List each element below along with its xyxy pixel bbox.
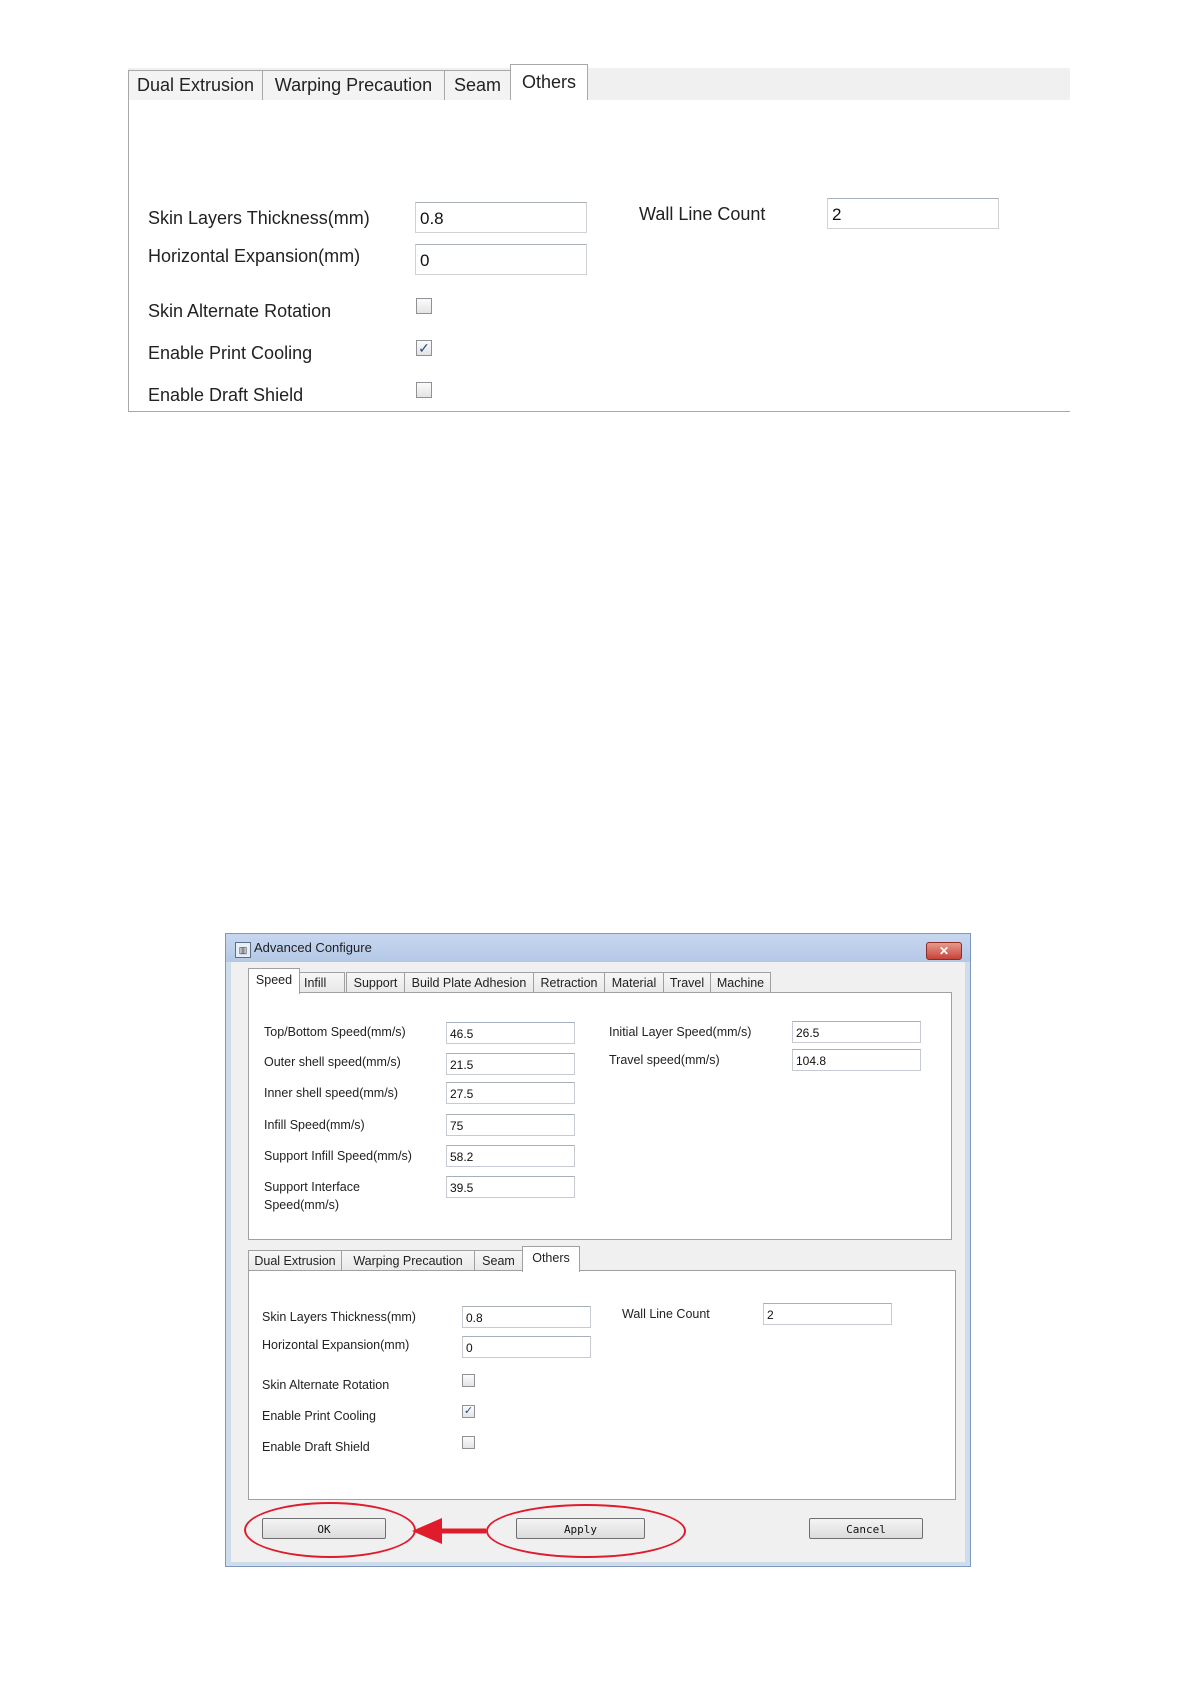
- apply-button[interactable]: Apply: [516, 1518, 645, 1539]
- dialog-content: [231, 962, 965, 1562]
- skin-layers-thickness-label: Skin Layers Thickness(mm): [148, 208, 370, 228]
- tab-machine[interactable]: Machine: [710, 972, 771, 993]
- tab-retraction[interactable]: Retraction: [533, 972, 605, 993]
- cancel-button[interactable]: Cancel: [809, 1518, 923, 1539]
- enable-print-cooling-checkbox[interactable]: [416, 340, 432, 356]
- travel-speed-label: Travel speed(mm/s): [609, 1053, 720, 1067]
- bottom-tab-bar: [248, 1248, 958, 1270]
- wall-line-count-input[interactable]: 2: [827, 198, 999, 229]
- top-bottom-speed-input[interactable]: 46.5: [446, 1022, 575, 1044]
- enable-draft-shield-checkbox[interactable]: [462, 1436, 475, 1449]
- infill-speed-label: Infill Speed(mm/s): [264, 1118, 365, 1132]
- zoom-tab-warping-precaution[interactable]: Warping Precaution: [262, 70, 445, 100]
- zoom-tab-content: [128, 100, 1070, 412]
- wall-line-count-label: Wall Line Count: [622, 1307, 710, 1321]
- horizontal-expansion-input[interactable]: 0: [415, 244, 587, 275]
- others-tab-panel: [248, 1270, 956, 1500]
- top-tab-bar: [248, 970, 958, 992]
- skin-alternate-rotation-checkbox[interactable]: [462, 1374, 475, 1387]
- checkmark-icon: ✓: [463, 1405, 474, 1417]
- skin-layers-thickness-input[interactable]: 0.8: [415, 202, 587, 233]
- zoom-tab-seam[interactable]: Seam: [444, 70, 511, 100]
- zoom-tab-others[interactable]: Others: [510, 64, 588, 102]
- wall-line-count-label: Wall Line Count: [639, 204, 766, 224]
- close-button[interactable]: [926, 942, 962, 960]
- tab-travel[interactable]: Travel: [663, 972, 711, 993]
- tab-others[interactable]: Others: [522, 1246, 580, 1272]
- zoom-tab-dual-extrusion[interactable]: Dual Extrusion: [128, 70, 263, 100]
- inner-shell-speed-input[interactable]: 27.5: [446, 1082, 575, 1104]
- ok-button[interactable]: OK: [262, 1518, 386, 1539]
- support-interface-speed-label-line2: Speed(mm/s): [264, 1198, 340, 1212]
- infill-speed-input[interactable]: 75: [446, 1114, 575, 1136]
- ok-highlight-ellipse: [244, 1502, 416, 1558]
- enable-print-cooling-label: Enable Print Cooling: [148, 343, 313, 363]
- checkmark-icon: ✓: [418, 340, 430, 356]
- enable-print-cooling-label: Enable Print Cooling: [262, 1409, 376, 1423]
- horizontal-expansion-label: Horizontal Expansion(mm): [148, 246, 361, 266]
- initial-layer-speed-input[interactable]: 26.5: [792, 1021, 921, 1043]
- zoomed-settings-panel: [128, 68, 1070, 412]
- skin-alternate-rotation-label: Skin Alternate Rotation: [262, 1378, 390, 1392]
- tab-support[interactable]: Support: [346, 972, 405, 993]
- tab-speed[interactable]: Speed: [248, 968, 300, 994]
- skin-layers-thickness-input[interactable]: 0.8: [462, 1306, 591, 1328]
- tab-infill[interactable]: Infill: [299, 972, 345, 992]
- tab-dual-extrusion[interactable]: Dual Extrusion: [248, 1250, 342, 1271]
- support-infill-speed-input[interactable]: 58.2: [446, 1145, 575, 1167]
- horizontal-expansion-label: Horizontal Expansion(mm): [262, 1338, 410, 1352]
- enable-print-cooling-checkbox[interactable]: [462, 1405, 475, 1418]
- tab-seam[interactable]: Seam: [474, 1250, 523, 1271]
- support-infill-speed-label: Support Infill Speed(mm/s): [264, 1149, 412, 1163]
- skin-alternate-rotation-label: Skin Alternate Rotation: [148, 301, 332, 321]
- tab-build-plate-adhesion[interactable]: Build Plate Adhesion: [404, 972, 534, 993]
- enable-draft-shield-label: Enable Draft Shield: [148, 385, 304, 405]
- apply-highlight-ellipse: [486, 1504, 686, 1558]
- initial-layer-speed-label: Initial Layer Speed(mm/s): [609, 1025, 752, 1039]
- tab-material[interactable]: Material: [604, 972, 664, 993]
- outer-shell-speed-label: Outer shell speed(mm/s): [264, 1055, 401, 1069]
- dialog-title: Advanced Configure: [254, 940, 372, 955]
- horizontal-expansion-input[interactable]: 0: [462, 1336, 591, 1358]
- skin-layers-thickness-label: Skin Layers Thickness(mm): [262, 1310, 416, 1324]
- top-bottom-speed-label: Top/Bottom Speed(mm/s): [264, 1025, 406, 1039]
- app-icon: ▥: [235, 942, 251, 958]
- title-bar: [226, 934, 970, 962]
- support-interface-speed-label: Support Interface: [264, 1180, 360, 1194]
- skin-alternate-rotation-checkbox[interactable]: [416, 298, 432, 314]
- speed-tab-panel: [248, 992, 952, 1240]
- close-icon: ✕: [938, 944, 950, 958]
- outer-shell-speed-input[interactable]: 21.5: [446, 1053, 575, 1075]
- advanced-configure-dialog: [225, 933, 971, 1567]
- enable-draft-shield-label: Enable Draft Shield: [262, 1440, 370, 1454]
- enable-draft-shield-checkbox[interactable]: [416, 382, 432, 398]
- wall-line-count-input[interactable]: 2: [763, 1303, 892, 1325]
- inner-shell-speed-label: Inner shell speed(mm/s): [264, 1086, 399, 1100]
- tab-warping-precaution[interactable]: Warping Precaution: [341, 1250, 475, 1271]
- zoom-tab-bar: [128, 68, 1070, 101]
- travel-speed-input[interactable]: 104.8: [792, 1049, 921, 1071]
- support-interface-speed-input[interactable]: 39.5: [446, 1176, 575, 1198]
